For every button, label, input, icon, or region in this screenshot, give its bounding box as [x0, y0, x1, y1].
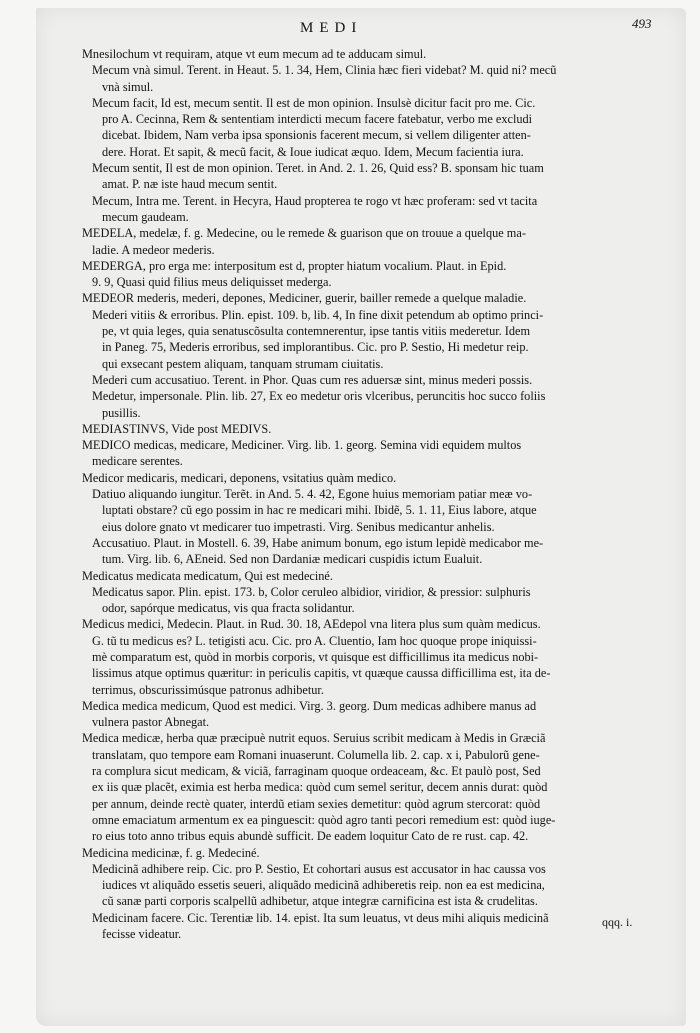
- entry-line: Medetur, impersonale. Plin. lib. 27, Ex eo medetur oris vlceribus, peruncitis hoc succo foliis: [92, 389, 546, 404]
- dictionary-entry: [78, 46, 670, 62]
- running-head: MEDI: [300, 20, 363, 36]
- entry-line: translatam, quo tempore eam Romani inuaserunt. Columella lib. 2. cap. x i, Pabulorũ gene-: [92, 747, 540, 762]
- dictionary-subentry: [78, 584, 670, 617]
- dictionary-entry: [78, 616, 670, 697]
- entry-line: Medicatus medicata medicatum, Qui est medeciné.: [82, 568, 333, 583]
- entry-line: mecum gaudeam.: [102, 209, 189, 224]
- entry-line: Medica medica medicum, Quod est medici. Virg. 3. georg. Dum medicas adhibere manus ad: [82, 698, 537, 713]
- dictionary-subentry: [78, 95, 670, 160]
- dictionary-entry: [78, 470, 670, 486]
- dictionary-entry: [78, 225, 670, 258]
- entry-line: Medicina medicinæ, f. g. Medeciné.: [82, 845, 260, 860]
- entry-line: eius dolore gnato vt medicarer tuo impetrasti. Virg. Senibus medicantur anhelis.: [102, 519, 495, 534]
- entry-line: lissimus atque optimus quæritur: in periculis capitis, vt quæque caussa difficillima est, ita de-: [92, 666, 551, 681]
- page-number: 493: [632, 16, 652, 31]
- entry-line: odor, sapórque medicatus, vis qua fracta solidantur.: [102, 601, 355, 616]
- dictionary-subentry: [78, 193, 670, 226]
- entry-line: Medicinam facere. Cic. Terentiæ lib. 14. epist. Ita sum leuatus, vt deus mihi aliquis medicinã: [92, 910, 549, 925]
- dictionary-subentry: [78, 388, 670, 421]
- page-header: [0, 16, 700, 42]
- dictionary-entry: [78, 437, 670, 470]
- entry-line: ladie. A medeor mederis.: [92, 242, 215, 257]
- entry-line: ra complura sicut medicam, & viciã, farraginam quoque ordeaceam, &c. Et paulò post, Sed: [92, 764, 541, 779]
- entry-line: Mecum, Intra me. Terent. in Hecyra, Haud propterea te rogo vt hæc proferam: sed vt tacita: [92, 193, 538, 208]
- entry-line: MEDICO medicas, medicare, Mediciner. Virg. lib. 1. georg. Semina vidi equidem multos: [82, 438, 522, 453]
- entry-line: per annum, deinde rectè quater, interdũ etiam sexies demetitur: quòd agrum stercorat: quòd: [92, 796, 541, 811]
- entry-line: pusillis.: [102, 405, 141, 420]
- entry-line: amat. P. næ iste haud mecum sentit.: [102, 177, 278, 192]
- entry-line: G. tũ tu medicus es? L. tetigisti acu. Cic. pro A. Cluentio, Iam hoc quoque prope iniquissi-: [92, 633, 537, 648]
- dictionary-entry: [78, 258, 670, 291]
- entry-line: omne emaciatum armentum ex ea pinguescit: quòd agro tanti pecori remedium est: quòd iuge-: [92, 812, 556, 827]
- dictionary-entry: [78, 421, 670, 437]
- entry-line: Mnesilochum vt requiram, atque vt eum mecum ad te adducam simul.: [82, 47, 427, 61]
- dictionary-subentry: [78, 160, 670, 193]
- entry-line: ro eius toto anno tribus equis abundè sufficit. De eadem loquitur Cato de re rust. cap. 42.: [92, 829, 529, 844]
- entry-line: Mederi vitiis & erroribus. Plin. epist. 109. b, lib. 4, In fine dixit petendum ab optimo princi-: [92, 307, 544, 322]
- dictionary-entry: [78, 845, 670, 861]
- entry-line: vulnera pastor Abnegat.: [92, 715, 210, 730]
- dictionary-subentry: [78, 307, 670, 372]
- entry-line: vnà simul.: [102, 79, 154, 94]
- entry-line: Medicus medici, Medecin. Plaut. in Rud. 30. 18, AEdepol vna litera plus sum quàm medicus.: [82, 617, 541, 632]
- entry-line: cũ sanæ parti corporis scalpellũ adhibetur, atque integræ carnificina est ista & crudelitas.: [102, 894, 538, 909]
- dictionary-subentry: [78, 535, 670, 568]
- dictionary-entry: [78, 698, 670, 731]
- entry-line: pe, vt quia leges, quia senatuscõsulta contemnerentur, ipse tantis vitiis mederetur. Idem: [102, 324, 531, 339]
- dictionary-entry: [78, 730, 670, 844]
- entry-line: MEDEOR mederis, mederi, depones, Mediciner, guerir, bailler remede a quelque maladie.: [82, 291, 527, 306]
- entry-line: medicare serentes.: [92, 454, 183, 469]
- entry-line: Mederi cum accusatiuo. Terent. in Phor. Quas cum res aduersæ sint, minus mederi possis.: [92, 372, 533, 387]
- entry-line: Datiuo aliquando iungitur. Terẽt. in And. 5. 4. 42, Egone huius memoriam patiar meæ vo-: [92, 487, 533, 502]
- entry-line: MEDERGA, pro erga me: interpositum est d, propter hiatum vocalium. Plaut. in Epid.: [82, 258, 507, 273]
- dictionary-subentry: [78, 861, 670, 910]
- dictionary-subentry: [78, 372, 670, 388]
- dictionary-body: [78, 46, 670, 942]
- entry-line: 9. 9, Quasi quid filius meus deliquisset mederga.: [92, 275, 332, 290]
- entry-line: dicebat. Ibidem, Nam verba ipsa sponsionis facerent mecum, si vellem diligenter atten-: [102, 128, 531, 143]
- entry-line: Medicor medicaris, medicari, deponens, vsitatius quàm medico.: [82, 470, 397, 485]
- entry-line: qui exsecant pestem aliquam, tanquam strumam ciuitatis.: [102, 356, 384, 371]
- entry-line: mè comparatum est, quòd in morbis corporis, vt quisque est difficillimus ita medicus nobi-: [92, 649, 539, 664]
- dictionary-subentry: [78, 910, 670, 943]
- entry-line: Medica medicæ, herba quæ præcipuè nutrit equos. Seruius scribit medicam à Medis in Græciã: [82, 731, 546, 746]
- entry-line: terrimus, obscurissimúsque patronus adhibetur.: [92, 682, 324, 697]
- entry-line: Mecum facit, Id est, mecum sentit. Il est de mon opinion. Insulsè dicitur facit pro me. Cic.: [92, 95, 536, 110]
- dictionary-entry: [78, 290, 670, 306]
- entry-line: Mecum sentit, Il est de mon opinion. Teret. in And. 2. 1. 26, Quid ess? B. sponsam hic tuam: [92, 161, 544, 176]
- entry-line: MEDIASTINVS, Vide post MEDIVS.: [82, 421, 272, 436]
- entry-line: Medicinã adhibere reip. Cic. pro P. Sestio, Et cohortari ausus est accusator in hac caussa vos: [92, 861, 546, 876]
- entry-line: Medicatus sapor. Plin. epist. 173. b, Color ceruleo albidior, viridior, & pressior: sulphuris: [92, 584, 531, 599]
- dictionary-subentry: [78, 486, 670, 535]
- dictionary-entry: [78, 568, 670, 584]
- entry-line: in Paneg. 75, Mederis erroribus, sed implorantibus. Cic. pro P. Sestio, Hi medetur reip.: [102, 340, 529, 355]
- entry-line: MEDELA, medelæ, f. g. Medecine, ou le remede & guarison que on trouue a quelque ma-: [82, 226, 526, 241]
- entry-line: Accusatiuo. Plaut. in Mostell. 6. 39, Habe animum bonum, ego istum lepidè medicabor me-: [92, 535, 544, 550]
- entry-line: Mecum vnà simul. Terent. in Heaut. 5. 1. 34, Hem, Clinia hæc fieri videbat? M. quid ni? mecũ: [92, 63, 557, 78]
- entry-line: fecisse videatur.: [102, 927, 182, 942]
- signature-mark: qqq. i.: [602, 915, 633, 929]
- entry-line: luptati obstare? cũ ego possim in hac re medicari mihi. Ibidẽ, 5. 1. 11, Eius labore, atque: [102, 503, 537, 518]
- entry-line: iudices vt aliquãdo essetis seueri, aliquãdo medicinã adhiberetis reip. non ea est medicina,: [102, 878, 545, 893]
- dictionary-subentry: [78, 62, 670, 95]
- entry-line: pro A. Cecinna, Rem & sententiam interdicti mecum facere fatebatur, verbo me excludi: [102, 112, 533, 127]
- entry-line: ex iis quæ placẽt, eximia est herba medica: quòd cum semel seritur, decem annis durat: quòd: [92, 780, 548, 795]
- entry-line: tum. Virg. lib. 6, AEneid. Sed non Dardaniæ medicari cuspidis ictum Eualuit.: [102, 552, 483, 567]
- entry-line: dere. Horat. Et sapit, & mecũ facit, & Ioue iudicat æquo. Idem, Mecum facientia iura.: [102, 144, 524, 159]
